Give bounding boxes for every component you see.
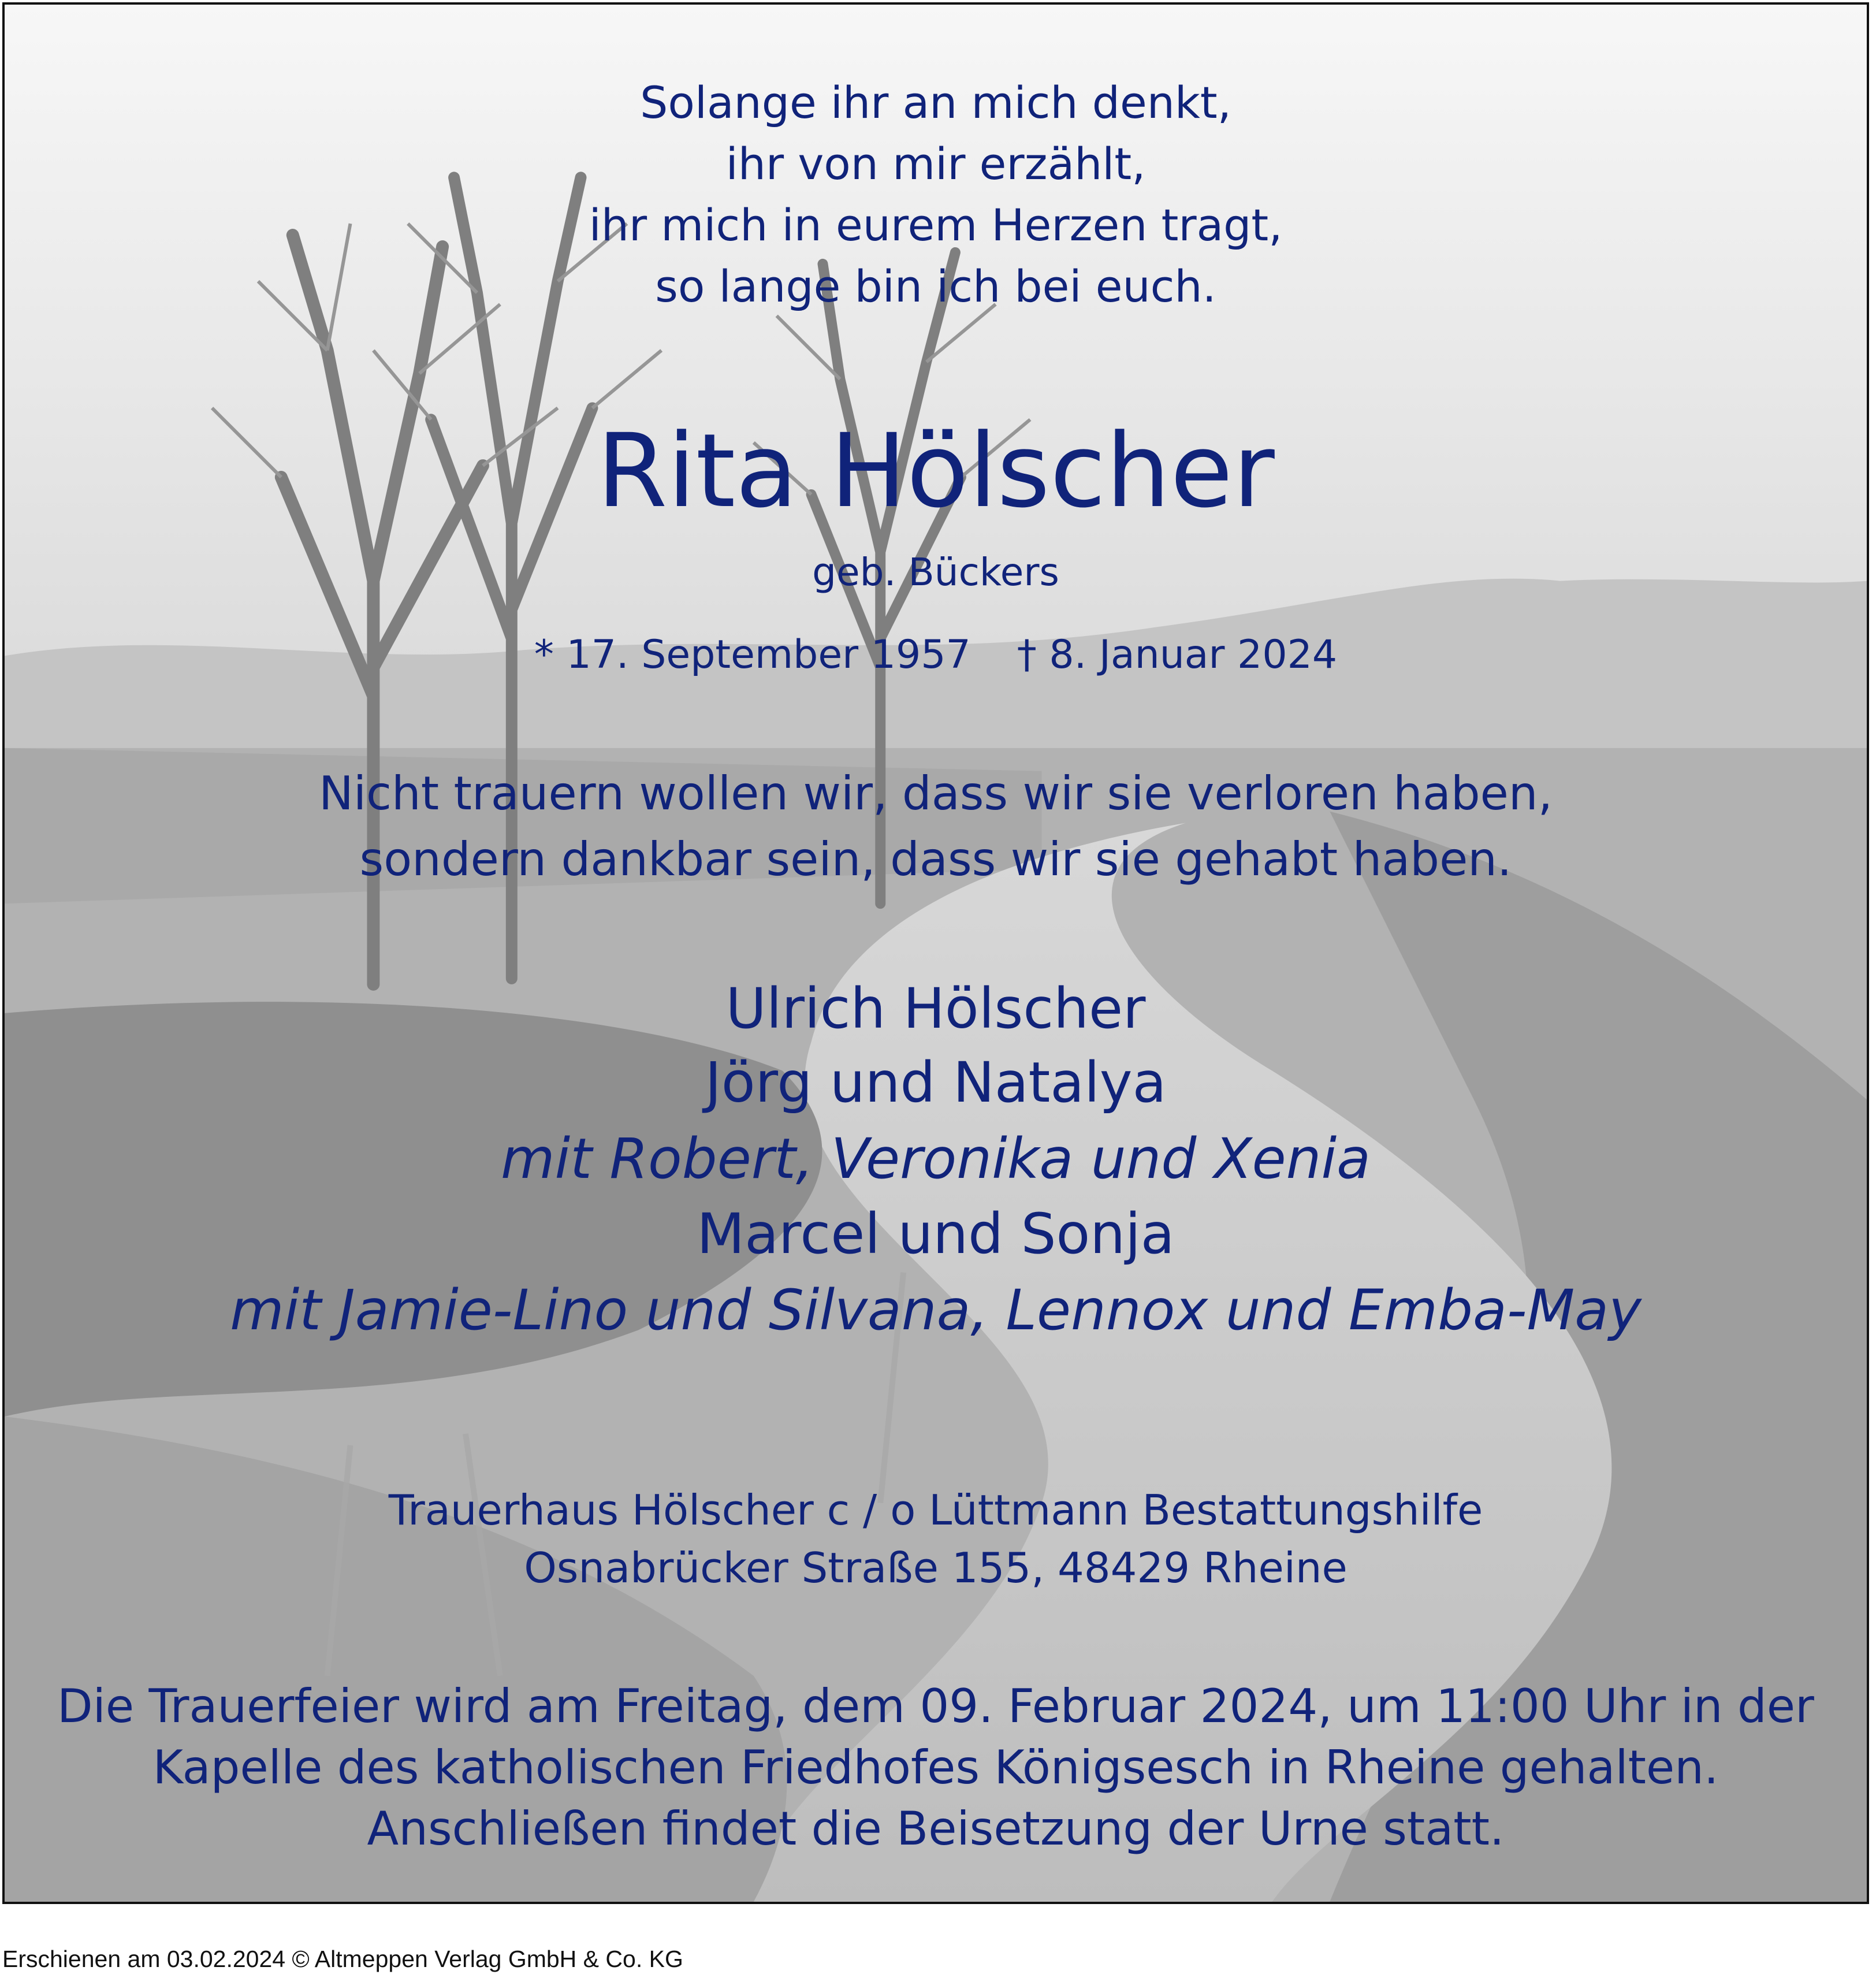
birth-name: geb. Bückers [812,550,1059,594]
motto-line-1: Nicht trauern wollen wir, dass wir sie verloren haben, [318,767,1553,820]
poem-line-3: ihr mich in eurem Herzen tragt, [589,199,1283,251]
poem-line-1: Solange ihr an mich denkt, [640,77,1231,128]
address-line-1: Trauerhaus Hölscher c / o Lüttmann Bestattungshilfe [388,1486,1483,1534]
date-of-birth: * 17. September 1957 [534,632,971,678]
poem-line-2: ihr von mir erzählt, [725,138,1146,189]
family-line-2: Jörg und Natalya [705,1050,1167,1115]
obituary-text [5,5,1867,1902]
motto-line-2: sondern dankbar sein, dass wir sie gehabt haben. [359,832,1512,886]
publication-footer: Erschienen am 03.02.2024 © Altmeppen Verlag GmbH & Co. KG [2,1946,683,1972]
family-line-4: Marcel und Sonja [697,1202,1175,1266]
deceased-name: Rita Hölscher [597,412,1275,530]
family-line-1: Ulrich Hölscher [725,976,1146,1041]
obituary-frame [2,2,1869,1904]
family-line-3: mit Robert, Veronika und Xenia [501,1126,1371,1191]
ceremony-line-2: Kapelle des katholischen Friedhofes Königsesch in Rheine gehalten. [152,1741,1719,1794]
ceremony-line-1: Die Trauerfeier wird am Freitag, dem 09. Februar 2024, um 11:00 Uhr in der [57,1679,1814,1733]
life-dates [5,632,1867,678]
poem-line-4: so lange bin ich bei euch. [655,261,1216,312]
family-line-5: mit Jamie-Lino und Silvana, Lennox und Emba-May [230,1278,1642,1343]
address-line-2: Osnabrücker Straße 155, 48429 Rheine [524,1544,1348,1592]
ceremony-line-3: Anschließen findet die Beisetzung der Urne statt. [367,1802,1505,1856]
date-of-death: † 8. Januar 2024 [1017,632,1338,678]
